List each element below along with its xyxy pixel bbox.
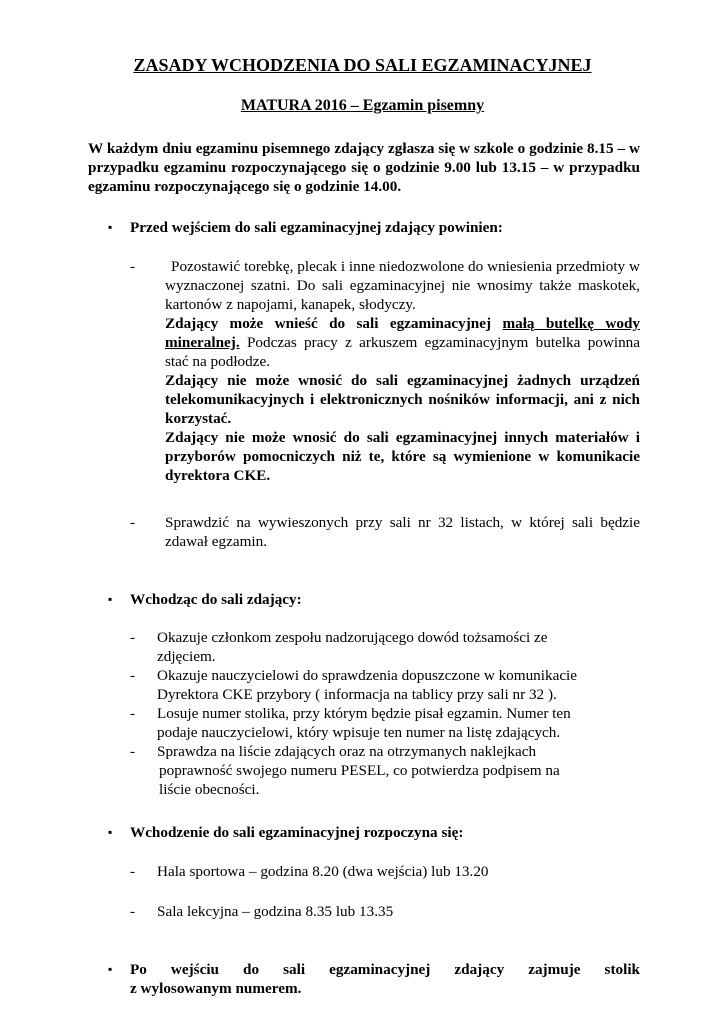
section-2-item-2-line-2: Dyrektora CKE przybory ( informacja na tablicy przy sali nr 32 ). <box>157 686 557 703</box>
dash-marker: - <box>130 514 136 531</box>
document-title: ZASADY WCHODZENIA DO SALI EGZAMINACYJNEJ <box>133 55 592 75</box>
final-line-2: z wylosowanym numerem. <box>130 980 302 997</box>
section-2-item-4-line-1: Sprawdza na liście zdających oraz na otrzymanych naklejkach <box>157 743 537 760</box>
plain-text: Podczas pracy z arkuszem egzaminacyjnym butelka powinna stać na podłodze. <box>165 334 640 370</box>
section-2-item-1-line-2: zdjęciem. <box>157 648 216 665</box>
dash-marker: - <box>130 743 136 760</box>
section-2-item-3-line-1: Losuje numer stolika, przy którym będzie pisał egzamin. Numer ten <box>157 705 571 722</box>
section-3-item-2: Sala lekcyjna – godzina 8.35 lub 13.35 <box>157 903 394 920</box>
section-2-heading-text: Wchodząc do sali zdający: <box>130 591 302 608</box>
section-1-item-1-p3: Zdający nie może wnosić do sali egzaminacyjnej żadnych urządzeń telekomunikacyjnych i elektronicznych nośników informacji, ani z nich korzystać. <box>165 372 640 427</box>
section-2-item-4-line-2: poprawność swojego numeru PESEL, co potwierdza podpisem na <box>159 762 560 779</box>
intro-paragraph: W każdym dniu egzaminu pisemnego zdający zgłasza się w szkole o godzinie 8.15 – w przypadku egzaminu rozpoczynającego się o godzinie 9.00 lub 13.15 – w przypadku egzaminu rozpoczynającego się o godzinie 14.00. <box>88 140 640 195</box>
section-1-heading-text: Przed wejściem do sali egzaminacyjnej zdający powinien: <box>130 219 503 236</box>
section-2-item-1-line-1: Okazuje członkom zespołu nadzorującego dowód tożsamości ze <box>157 629 548 646</box>
bold-text: Zdający może wnieść do sali egzaminacyjnej <box>165 315 503 332</box>
bullet-square-icon: ▪ <box>108 220 113 234</box>
section-2-item-3-line-2: podaje nauczycielowi, który wpisuje ten numer na listę zdających. <box>157 724 561 741</box>
section-1-item-1-p4: Zdający nie może wnosić do sali egzaminacyjnej innych materiałów i przyborów pomocniczych niż te, które są wymienione w komunikacie dyrektora CKE. <box>165 429 640 484</box>
section-2-item-2-line-1: Okazuje nauczycielowi do sprawdzenia dopuszczone w komunikacie <box>157 667 578 684</box>
dash-marker: - <box>130 705 136 722</box>
document-subtitle: MATURA 2016 – Egzamin pisemny <box>240 97 485 114</box>
bullet-square-icon: ▪ <box>108 592 113 606</box>
bullet-square-icon: ▪ <box>108 962 113 976</box>
final-line-1: Po wejściu do sali egzaminacyjnej zdający zajmuje stolik <box>130 961 640 978</box>
section-3-heading-text: Wchodzenie do sali egzaminacyjnej rozpoczyna się: <box>130 824 464 841</box>
section-2-item-4-line-3: liście obecności. <box>159 781 260 798</box>
section-1-item-1-p1: Pozostawić torebkę, plecak i inne niedozwolone do wniesienia przedmioty w wyznaczonej szatni. Do sali egzaminacyjnej nie wnosimy także maskotek, kartonów z napojami, kanapek, słodyczy. <box>165 258 640 313</box>
dash-marker: - <box>130 863 136 880</box>
dash-marker: - <box>130 629 136 646</box>
section-1-item-2: Sprawdzić na wywieszonych przy sali nr 32 listach, w której sali będzie zdawał egzamin. <box>165 514 640 550</box>
section-1-item-1-p2 <box>165 314 640 371</box>
dash-marker: - <box>130 903 136 920</box>
section-1-item-1 <box>165 257 640 485</box>
bullet-square-icon: ▪ <box>108 825 113 839</box>
bold-underlined-text: małą butelkę wody mineralnej. <box>165 315 640 351</box>
dash-marker: - <box>130 667 136 684</box>
section-3-item-1: Hala sportowa – godzina 8.20 (dwa wejścia) lub 13.20 <box>157 863 489 880</box>
dash-marker: - <box>130 258 136 275</box>
